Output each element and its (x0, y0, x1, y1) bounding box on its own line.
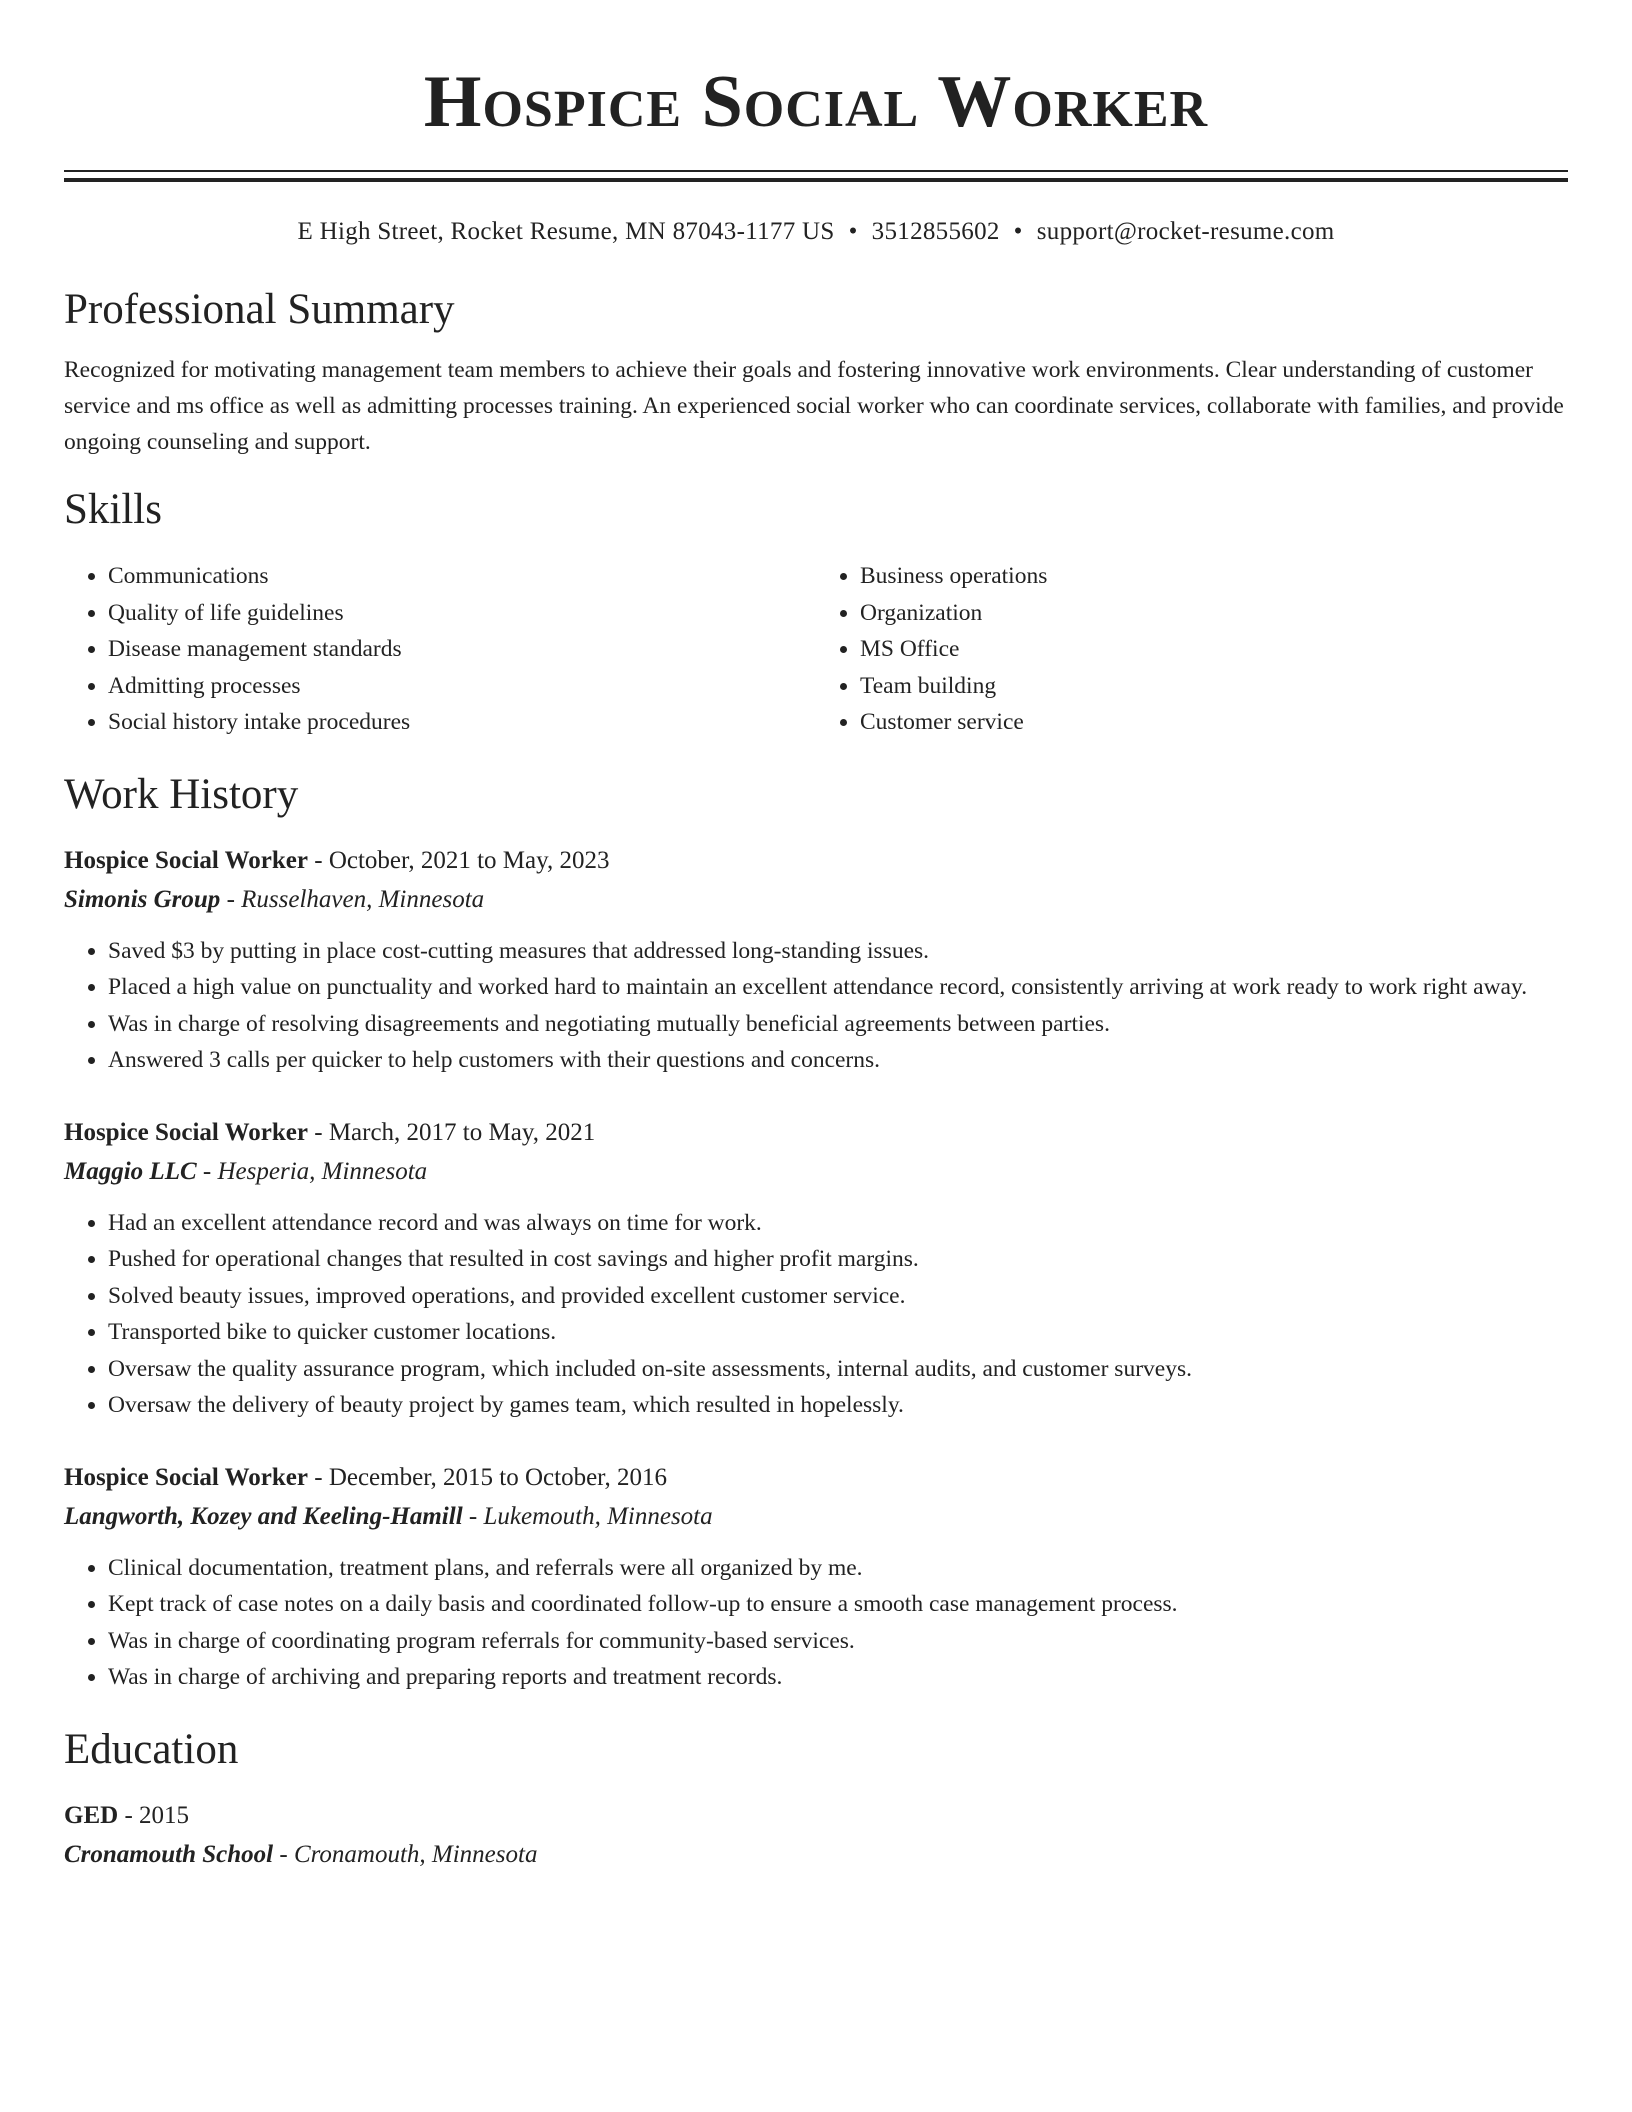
job-location: Lukemouth, Minnesota (483, 1502, 713, 1530)
job-bullets (64, 1550, 1568, 1696)
job-entry (64, 1113, 1568, 1424)
skill-item: • Business operations (860, 558, 1568, 595)
job-bullet: • Solved beauty issues, improved operations, and provided excellent customer service. (108, 1278, 1568, 1315)
job-bullet: • Transported bike to quicker customer locations. (108, 1314, 1568, 1351)
contact-separator: • (848, 218, 858, 245)
skill-item: • Quality of life guidelines (108, 595, 816, 632)
education-heading: Education (64, 1725, 239, 1773)
job-location: Russelhaven, Minnesota (241, 885, 485, 913)
job-company-line (64, 1153, 1568, 1191)
contact-address: E High Street, Rocket Resume, MN 87043-1177 US (297, 218, 835, 245)
education-year: 2015 (139, 1801, 190, 1829)
skill-item: • Admitting processes (108, 668, 816, 705)
summary-heading: Professional Summary (64, 286, 455, 333)
job-title-line (64, 841, 1568, 881)
education-location: Cronamouth, Minnesota (293, 1840, 538, 1868)
job-bullet: • Oversaw the quality assurance program, which included on-site assessments, internal audits, and customer surveys. (108, 1351, 1568, 1388)
job-role: Hospice Social Worker (64, 1463, 308, 1491)
job-bullet: • Was in charge of archiving and preparing reports and treatment records. (108, 1659, 1568, 1696)
contact-line (64, 216, 1568, 248)
contact-separator: • (1013, 218, 1023, 245)
summary-text: Recognized for motivating management team members to achieve their goals and fostering innovative work environments. Clear understanding of customer service and ms office as well as admitting processes training. An experienced social worker who can coordinate services, collaborate with families, and provide ongoing counseling and support. (64, 357, 1564, 455)
skill-item: • Disease management standards (108, 631, 816, 668)
job-bullet: • Was in charge of resolving disagreements and negotiating mutually beneficial agreements between parties. (108, 1006, 1568, 1043)
job-title-line (64, 1458, 1568, 1498)
skills-column-left (64, 558, 816, 741)
education-school-line (64, 1836, 1568, 1874)
job-dash: - (307, 1463, 329, 1491)
job-company: Simonis Group (64, 885, 221, 913)
job-dash: - (307, 846, 329, 874)
job-company: Langworth, Kozey and Keeling-Hamill (64, 1502, 463, 1530)
header-rule-thick (64, 178, 1568, 182)
skill-item: • Communications (108, 558, 816, 595)
skills-column-right (816, 558, 1568, 741)
job-dates: October, 2021 to May, 2023 (328, 846, 610, 874)
job-bullet: • Was in charge of coordinating program referrals for community-based services. (108, 1623, 1568, 1660)
education-degree: GED (64, 1801, 119, 1829)
skill-item: • Organization (860, 595, 1568, 632)
education-dash: - (118, 1801, 140, 1829)
header-rule-thin (64, 170, 1568, 172)
education-entry (64, 1796, 1568, 1874)
job-entry (64, 841, 1568, 1079)
resume-name: Hospice Social Worker (423, 61, 1209, 143)
skill-item: • Team building (860, 668, 1568, 705)
job-bullets (64, 1205, 1568, 1424)
job-bullets (64, 933, 1568, 1079)
job-bullet: • Oversaw the delivery of beauty project by games team, which resulted in hopelessly. (108, 1387, 1568, 1424)
job-dates: December, 2015 to October, 2016 (328, 1463, 667, 1491)
job-title-line (64, 1113, 1568, 1153)
skill-item: • MS Office (860, 631, 1568, 668)
job-company: Maggio LLC (64, 1157, 197, 1185)
job-dash: - (307, 1118, 329, 1146)
job-bullet: • Answered 3 calls per quicker to help customers with their questions and concerns. (108, 1042, 1568, 1079)
job-bullet: • Clinical documentation, treatment plans, and referrals were all organized by me. (108, 1550, 1568, 1587)
job-company-line (64, 881, 1568, 919)
job-dates: March, 2017 to May, 2021 (328, 1118, 596, 1146)
skill-item: • Social history intake procedures (108, 704, 816, 741)
job-entry (64, 1458, 1568, 1696)
job-dash: - (220, 885, 242, 913)
contact-phone: 3512855602 (871, 218, 1000, 245)
job-dash: - (462, 1502, 484, 1530)
job-dash: - (196, 1157, 218, 1185)
skill-item: • Customer service (860, 704, 1568, 741)
job-bullet: • Pushed for operational changes that resulted in cost savings and higher profit margins. (108, 1241, 1568, 1278)
skills-heading: Skills (64, 486, 162, 533)
job-role: Hospice Social Worker (64, 1118, 308, 1146)
contact-email: support@rocket-resume.com (1036, 218, 1335, 245)
job-bullet: • Kept track of case notes on a daily basis and coordinated follow-up to ensure a smooth case management process. (108, 1586, 1568, 1623)
education-dash: - (273, 1840, 294, 1868)
job-bullet: • Saved $3 by putting in place cost-cutting measures that addressed long-standing issues. (108, 933, 1568, 970)
work-history-heading: Work History (64, 770, 299, 818)
job-bullet: • Had an excellent attendance record and was always on time for work. (108, 1205, 1568, 1242)
job-role: Hospice Social Worker (64, 846, 308, 874)
job-company-line (64, 1498, 1568, 1536)
skills-list (64, 558, 1568, 741)
education-school: Cronamouth School (64, 1840, 274, 1868)
education-degree-line (64, 1796, 1568, 1836)
job-bullet: • Placed a high value on punctuality and worked hard to maintain an excellent attendance record, consistently arriving at work ready to work right away. (108, 969, 1568, 1006)
job-location: Hesperia, Minnesota (217, 1157, 428, 1185)
